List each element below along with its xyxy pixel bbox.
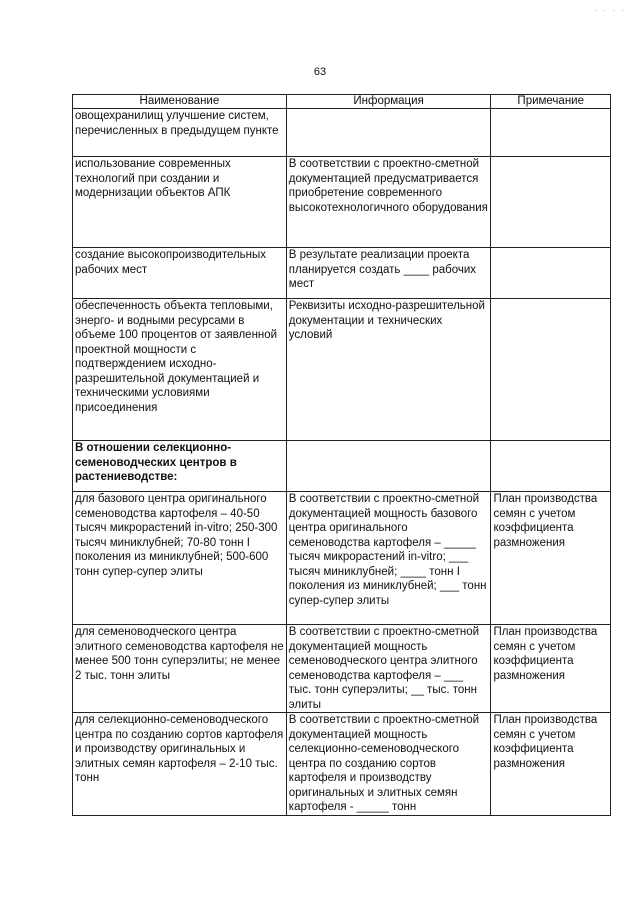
- cell-note: [491, 299, 611, 441]
- corner-marks: · · · ·: [594, 6, 626, 15]
- cell-info: [286, 109, 491, 157]
- cell-info: Реквизиты исходно-разрешительной документации и технических условий: [286, 299, 491, 441]
- table-row: [73, 109, 611, 157]
- table-header-row: [73, 95, 611, 109]
- section-heading-text: В отношении селекционно-семеноводческих центров в растениеводстве:: [75, 442, 237, 483]
- cell-name: для селекционно-семеноводческого центра по созданию сортов картофеля и производству оригинальных и элитных семян картофеля – 2-10 тыс. тонн: [73, 713, 287, 816]
- cell-name: использование современных технологий при создании и модернизации объектов АПК: [73, 157, 287, 248]
- cell-name: обеспеченность объекта тепловыми, энерго- и водными ресурсами в объеме 100 процентов от заявленной проектной мощности с подтверждением исходно-разрешительной документацией и техническими условиями присоединения: [73, 299, 287, 441]
- cell-info: В соответствии с проектно-сметной документацией мощность селекционно-семеноводческого центра по созданию сортов картофеля и производству оригинальных и элитных семян картофеля - _____ тонн: [286, 713, 491, 816]
- cell-info: В результате реализации проекта планируется создать ____ рабочих мест: [286, 248, 491, 299]
- table-row-section: [73, 441, 611, 492]
- table-row: [73, 248, 611, 299]
- cell-note: [491, 248, 611, 299]
- cell-name: для базового центра оригинального семеноводства картофеля – 40-50 тысяч микрорастений in-vitro; 250-300 тысяч миниклубней; 70-80 тонн I поколения из миниклубней; 500-600 тонн супер-супер элиты: [73, 492, 287, 625]
- cell-name: создание высокопроизводительных рабочих мест: [73, 248, 287, 299]
- cell-note: План производства семян с учетом коэффициента размножения: [491, 492, 611, 625]
- cell-note: [491, 441, 611, 492]
- header-info: Информация: [286, 95, 491, 109]
- cell-name: овощехранилищ улучшение систем, перечисленных в предыдущем пункте: [73, 109, 287, 157]
- header-note: Примечание: [491, 95, 611, 109]
- cell-note: [491, 157, 611, 248]
- table-row: [73, 625, 611, 713]
- cell-name: для семеноводческого центра элитного семеноводства картофеля не менее 500 тонн суперэлиты; не менее 2 тыс. тонн элиты: [73, 625, 287, 713]
- page-number: 63: [313, 66, 327, 78]
- cell-info: В соответствии с проектно-сметной документацией мощность базового центра оригинального семеноводства картофеля – _____ тысяч микрорастений in-vitro; ___ тысяч миниклубней; ____ тонн I поколения из миниклубней; ___ тонн супер-супер элиты: [286, 492, 491, 625]
- requirements-table: [72, 94, 611, 816]
- cell-info: В соответствии с проектно-сметной документацией мощность семеноводческого центра элитного семеноводства картофеля – ___ тыс. тонн суперэлиты; __ тыс. тонн элиты: [286, 625, 491, 713]
- cell-info: [286, 441, 491, 492]
- header-name: Наименование: [73, 95, 287, 109]
- section-heading: [73, 441, 287, 492]
- table-row: [73, 157, 611, 248]
- cell-info: В соответствии с проектно-сметной документацией предусматривается приобретение современного высокотехнологичного оборудования: [286, 157, 491, 248]
- table-row: [73, 713, 611, 816]
- table-row: [73, 299, 611, 441]
- cell-note: План производства семян с учетом коэффициента размножения: [491, 713, 611, 816]
- table-row: [73, 492, 611, 625]
- cell-note: План производства семян с учетом коэффициента размножения: [491, 625, 611, 713]
- cell-note: [491, 109, 611, 157]
